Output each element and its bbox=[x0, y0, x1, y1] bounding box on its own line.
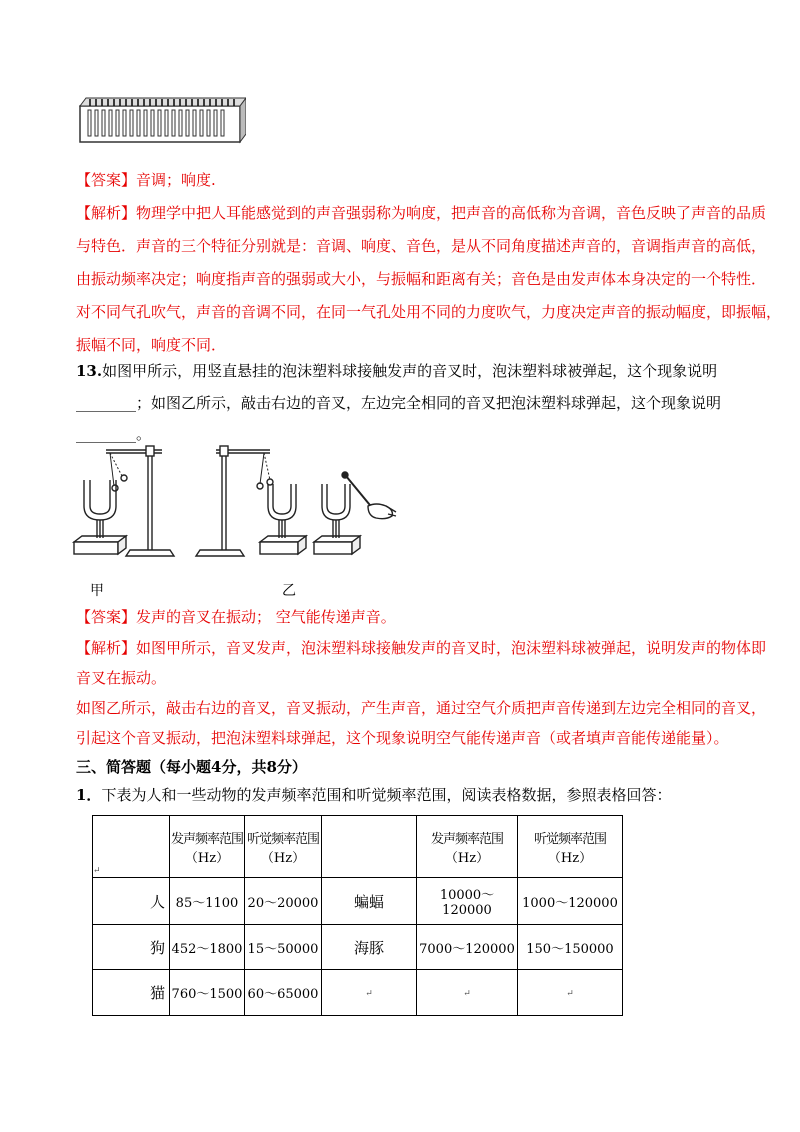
header-voice: 发声频率范围 bbox=[430, 831, 503, 847]
header-blank-cell bbox=[322, 816, 417, 878]
header-unit: （Hz） bbox=[547, 850, 593, 866]
animal-name: 猫 bbox=[93, 970, 170, 1016]
voice-range: 452～1800 bbox=[170, 925, 245, 970]
question-13-line-1 bbox=[76, 361, 717, 381]
question-13-line-2: ________；如图乙所示，敲击右边的音叉，左边完全相同的音叉把泡沫塑料球弹起，这个现象说明 bbox=[76, 394, 722, 412]
header-hearing: 听觉频率范围 bbox=[246, 831, 319, 847]
header-hearing-cell-b bbox=[518, 816, 623, 878]
analysis-13-line-3: 如图乙所示，敲击右边的音叉，音叉振动，产生声音，通过空气介质把声音传递到左边完全相同的音叉， bbox=[76, 699, 767, 717]
voice-range: 85～1100 bbox=[170, 878, 245, 925]
voice-range: 7000～120000 bbox=[417, 925, 518, 970]
analysis-13-line-4: 引起这个音叉振动，把泡沫塑料球弹起，这个现象说明空气能传递声音（或者填声音能传递能量）。 bbox=[76, 729, 729, 747]
answer-13 bbox=[76, 607, 396, 627]
tuning-fork-figure bbox=[70, 440, 400, 569]
answer-12 bbox=[76, 170, 216, 190]
table-row bbox=[93, 878, 623, 925]
frequency-table bbox=[92, 815, 623, 1016]
section-3-heading: 三、简答题（每小题4分，共8分） bbox=[76, 758, 307, 776]
header-hearing-cell bbox=[245, 816, 322, 878]
analysis-12-line-4: 对不同气孔吹气，声音的音调不同，在同一气孔处用不同的力度吹气，力度决定声音的振动幅度，即振幅， bbox=[76, 303, 782, 321]
answer-label: 【答案】 bbox=[76, 608, 137, 626]
question-1 bbox=[76, 785, 671, 805]
question-13-line-3: ________。 bbox=[76, 425, 152, 443]
hearing-range: 1000～120000 bbox=[518, 878, 623, 925]
analysis-13-line-2: 音叉在振动。 bbox=[76, 669, 167, 687]
empty-cell bbox=[322, 970, 417, 1016]
empty-cell bbox=[417, 970, 518, 1016]
figure-label-right: 乙 bbox=[282, 583, 296, 599]
voice-range: 760～1500 bbox=[170, 970, 245, 1016]
animal-name: 蝙蝠 bbox=[322, 878, 417, 925]
analysis-label: 【解析】 bbox=[76, 639, 137, 657]
return-mark: ↵ bbox=[463, 989, 471, 999]
analysis-12-line-2: 与特色．声音的三个特征分别就是：音调、响度、音色，是从不同角度描述声音的，音调指声音的高低， bbox=[76, 237, 767, 255]
question-text: 下表为人和一些动物的发声频率范围和听觉频率范围，阅读表格数据，参照表格回答： bbox=[101, 786, 672, 804]
header-voice-cell bbox=[170, 816, 245, 878]
table-corner-cell: ↵ bbox=[93, 816, 170, 878]
animal-name: 狗 bbox=[93, 925, 170, 970]
animal-name: 人 bbox=[93, 878, 170, 925]
analysis-12-line-1 bbox=[76, 203, 766, 223]
analysis-12-line-3: 由振动频率决定；响度指声音的强弱或大小，与振幅和距离有关；音色是由发声体本身决定的一个特性． bbox=[76, 270, 767, 288]
header-unit: （Hz） bbox=[444, 850, 490, 866]
return-mark: ↵ bbox=[365, 989, 373, 999]
header-voice: 发声频率范围 bbox=[170, 831, 243, 847]
table-header-row bbox=[93, 816, 623, 878]
table-row bbox=[93, 925, 623, 970]
analysis-label: 【解析】 bbox=[76, 204, 137, 222]
header-hearing: 听觉频率范围 bbox=[533, 831, 606, 847]
header-voice-cell-b bbox=[417, 816, 518, 878]
empty-cell bbox=[518, 970, 623, 1016]
figure-label-left: 甲 bbox=[90, 583, 104, 599]
answer-text: 音调；响度. bbox=[136, 171, 216, 189]
header-unit: （Hz） bbox=[260, 850, 306, 866]
hearing-range: 20～20000 bbox=[245, 878, 322, 925]
question-number: 1． bbox=[76, 786, 102, 804]
analysis-13-line-1 bbox=[76, 638, 766, 658]
table-row bbox=[93, 970, 623, 1016]
harmonica-image bbox=[76, 92, 246, 148]
hearing-range: 15～50000 bbox=[245, 925, 322, 970]
hearing-range: 60～65000 bbox=[245, 970, 322, 1016]
answer-text: 发声的音叉在振动； 空气能传递声音。 bbox=[136, 608, 396, 626]
voice-range: 10000～120000 bbox=[417, 878, 518, 925]
animal-name: 海豚 bbox=[322, 925, 417, 970]
analysis-text: 如图甲所示，音叉发声，泡沫塑料球接触发声的音叉时，泡沫塑料球被弹起，说明发声的物体即 bbox=[136, 639, 767, 657]
answer-label: 【答案】 bbox=[76, 171, 137, 189]
analysis-text: 物理学中把人耳能感觉到的声音强弱称为响度，把声音的高低称为音调，音色反映了声音的品质 bbox=[136, 204, 767, 222]
hearing-range: 150～150000 bbox=[518, 925, 623, 970]
question-text: 如图甲所示，用竖直悬挂的泡沫塑料球接触发声的音叉时，泡沫塑料球被弹起，这个现象说明 bbox=[102, 362, 718, 380]
question-number: 13. bbox=[76, 362, 103, 380]
return-mark: ↵ bbox=[566, 989, 574, 999]
analysis-12-line-5: 振幅不同，响度不同． bbox=[76, 336, 227, 354]
header-unit: （Hz） bbox=[184, 850, 230, 866]
